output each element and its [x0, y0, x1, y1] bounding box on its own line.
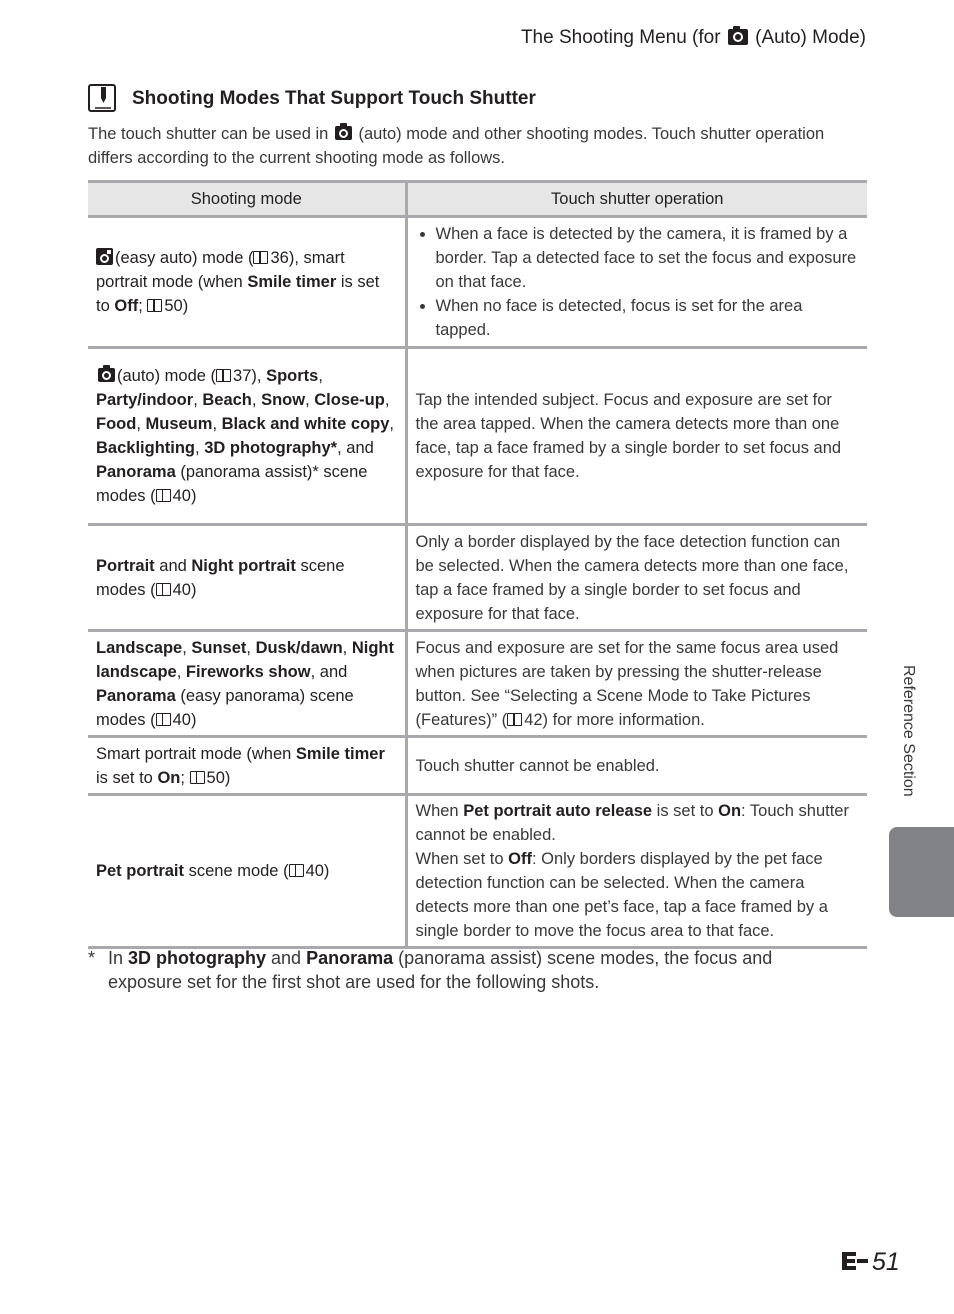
table-row	[88, 348, 867, 525]
book-icon	[289, 864, 304, 877]
list-item: • When no face is detected, focus is set for the area tapped.	[436, 294, 860, 342]
mode-cell: Landscape, Sunset, Dusk/dawn, Night landscape, Fireworks show, and Panorama (easy panorama) scene modes ( 40)	[88, 631, 406, 737]
book-icon	[147, 299, 162, 312]
side-tab-label: Reference Section	[900, 665, 917, 797]
running-header-suffix: (Auto) Mode)	[755, 27, 866, 48]
mode-cell: (auto) mode ( 37), Sports, Party/indoor, Beach, Snow, Close-up, Food, Museum, Black and white copy, Backlighting, 3D photography*, and Panorama (panorama assist)* scene modes ( 40)	[88, 348, 406, 525]
footnote-marker: *	[88, 948, 96, 968]
table-row	[88, 795, 867, 948]
operation-cell: When Pet portrait auto release is set to On: Touch shutter cannot be enabled. When set to Off: Only borders displayed by the pet face detection function can be selected. When the camera detects more than one pet’s face, tap a face framed by a single border to move the focus area to that face.	[406, 795, 867, 948]
camera-icon	[335, 126, 352, 140]
intro-paragraph: The touch shutter can be used in (auto) mode and other shooting modes. Touch shutter operation differs according to the current shooting mode as follows.	[88, 125, 825, 167]
running-header	[521, 27, 866, 49]
shooting-modes-table	[88, 180, 867, 949]
table-header-row	[88, 182, 867, 217]
book-icon	[156, 489, 171, 502]
e-section-icon	[840, 1249, 870, 1273]
mode-cell: Portrait and Night portrait scene modes ( 40)	[88, 525, 406, 631]
footnote-text: In 3D photography and Panorama (panorama assist) scene modes, the focus and exposure set for the first shot are used for the following shots.	[108, 948, 773, 992]
camera-icon	[728, 29, 748, 45]
section-heading: Shooting Modes That Support Touch Shutter	[132, 88, 536, 109]
book-icon	[190, 771, 205, 784]
book-icon	[507, 713, 522, 726]
book-icon	[253, 251, 268, 264]
operation-cell	[406, 217, 867, 348]
running-header-prefix: The Shooting Menu (for	[520, 27, 721, 48]
footnote	[88, 946, 828, 994]
camera-icon	[98, 368, 115, 382]
operation-cell: Focus and exposure are set for the same focus area used when pictures are taken by pressing the shutter-release button. See “Selecting a Scene Mode to Take Pictures (Features)” ( 42) for more information.	[406, 631, 867, 737]
column-header-shooting-mode: Shooting mode	[88, 182, 406, 217]
column-header-touch-shutter-operation: Touch shutter operation	[406, 182, 867, 217]
operation-cell: Touch shutter cannot be enabled.	[406, 737, 867, 795]
book-icon	[156, 583, 171, 596]
note-icon	[88, 84, 116, 112]
section-thumb-tab	[889, 827, 954, 917]
table-row	[88, 737, 867, 795]
table-row	[88, 525, 867, 631]
table-row	[88, 631, 867, 737]
book-icon	[156, 713, 171, 726]
book-icon	[216, 369, 231, 382]
mode-cell: Pet portrait scene mode ( 40)	[88, 795, 406, 948]
mode-cell: Smart portrait mode (when Smile timer is set to On; 50)	[88, 737, 406, 795]
operation-cell: Tap the intended subject. Focus and exposure are set for the area tapped. When the camera detects more than one face, tap a face framed by a single border to set focus and exposure for that face.	[406, 348, 867, 525]
mode-cell: (easy auto) mode ( 36), smart portrait mode (when Smile timer is set to Off; 50)	[88, 217, 406, 348]
easy-auto-icon	[96, 248, 113, 265]
page-number: 51	[840, 1248, 900, 1277]
list-item: • When a face is detected by the camera, it is framed by a border. Tap a detected face to set the focus and exposure on that face.	[436, 222, 860, 294]
table-row	[88, 217, 867, 348]
operation-cell: Only a border displayed by the face detection function can be selected. When the camera detects more than one face, tap a face framed by a single border to set focus and exposure for that face.	[406, 525, 867, 631]
